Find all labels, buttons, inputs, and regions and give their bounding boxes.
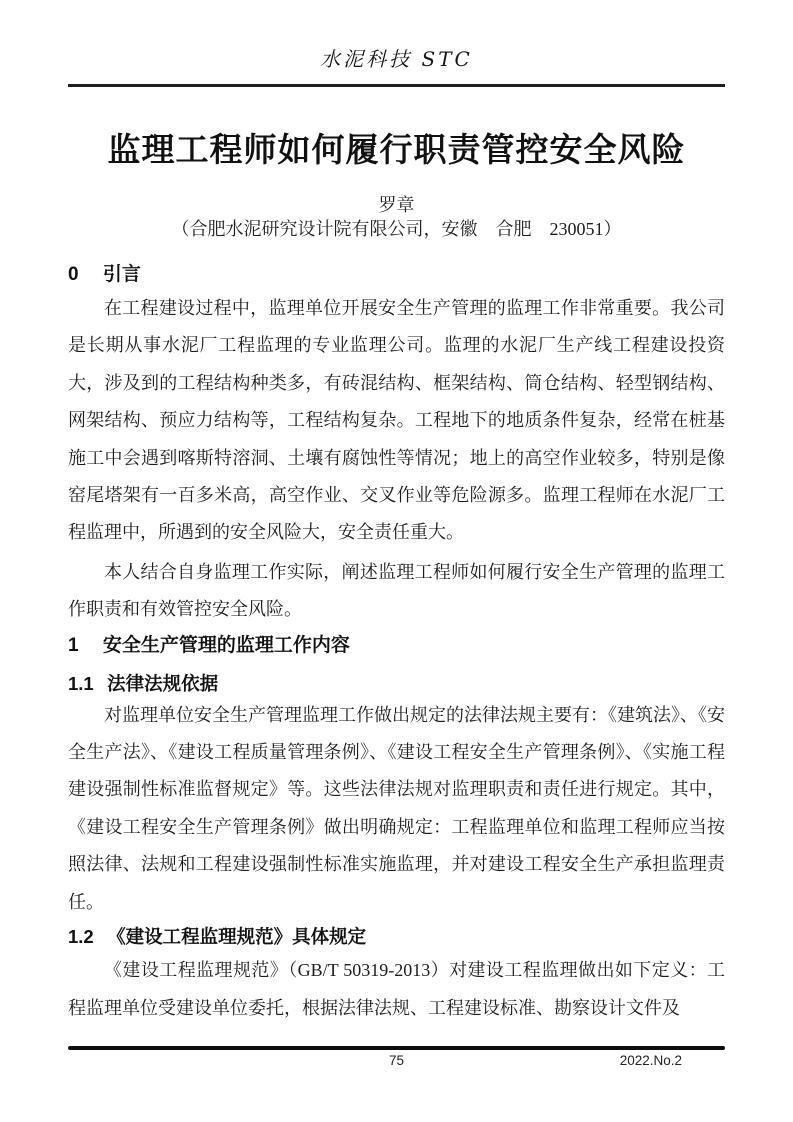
section-heading-intro <box>68 261 725 288</box>
footer-row <box>68 1053 725 1071</box>
section-number: 1.2 <box>68 926 94 948</box>
section-title: 安全生产管理的监理工作内容 <box>102 634 350 656</box>
intro-paragraph-1: 在工程建设过程中，监理单位开展安全生产管理的监理工作非常重要。我公司是长期从事水泥厂工程监理的专业监理公司。监理的水泥厂生产线工程建设投资大，涉及到的工程结构种类多，有砖混结构、框架结构、筒仓结构、轻型钢结构、网架结构、预应力结构等，工程结构复杂。工程地下的地质条件复杂，经常在桩基施工中会遇到喀斯特溶洞、土壤有腐蚀性等情况；地上的高空作业较多，特别是像窑尾塔架有一百多米高，高空作业、交叉作业等危险源多。监理工程师在水泥厂工程监理中，所遇到的安全风险大，安全责任重大。 <box>68 298 725 543</box>
page-number: 75 <box>388 1053 405 1068</box>
section-heading-1-2 <box>68 924 725 950</box>
page-footer <box>68 1046 725 1071</box>
article-title: 监理工程师如何履行职责管控安全风险 <box>107 131 686 168</box>
intro-paragraph-2: 本人结合自身监理工作实际，阐述监理工程师如何履行安全生产管理的监理工作职责和有效管控安全风险。 <box>68 561 725 620</box>
section-number: 0 <box>68 264 79 285</box>
section-title: 法律法规依据 <box>107 672 219 694</box>
section-1-2-paragraph: 《建设工程监理规范》（GB/T 50319-2013）对建设工程监理做出如下定义：工程监理单位受建设单位委托，根据法律法规、工程建设标准、勘察设计文件及 <box>68 960 725 1018</box>
section-heading-1-1 <box>68 671 725 697</box>
header-rule <box>68 84 725 87</box>
section-number: 1 <box>68 634 79 656</box>
issue-number: 2022.No.2 <box>619 1053 682 1068</box>
article-author: 罗章 <box>378 195 415 215</box>
journal-header: 水泥科技 STC <box>320 47 473 71</box>
page-content <box>68 0 725 1027</box>
section-1-1-paragraph: 对监理单位安全生产管理监理工作做出规定的法律法规主要有：《建筑法》、《安全生产法》、《建设工程质量管理条例》、《建设工程安全生产管理条例》、《实施工程建设强制性标准监督规定》等。这些法律法规对监理职责和责任进行规定。其中，《建设工程安全生产管理条例》做出明确规定：工程监理单位和监理工程师应当按照法律、法规和工程建设强制性标准实施监理，并对建设工程安全生产承担监理责任。 <box>68 704 725 912</box>
article-affiliation: （合肥水泥研究设计院有限公司，安徽 合肥 230051） <box>171 219 622 239</box>
section-title: 《建设工程监理规范》具体规定 <box>107 926 367 948</box>
section-number: 1.1 <box>68 672 94 694</box>
section-title: 引言 <box>102 264 141 285</box>
section-heading-1 <box>68 632 725 659</box>
footer-rule <box>68 1046 725 1050</box>
